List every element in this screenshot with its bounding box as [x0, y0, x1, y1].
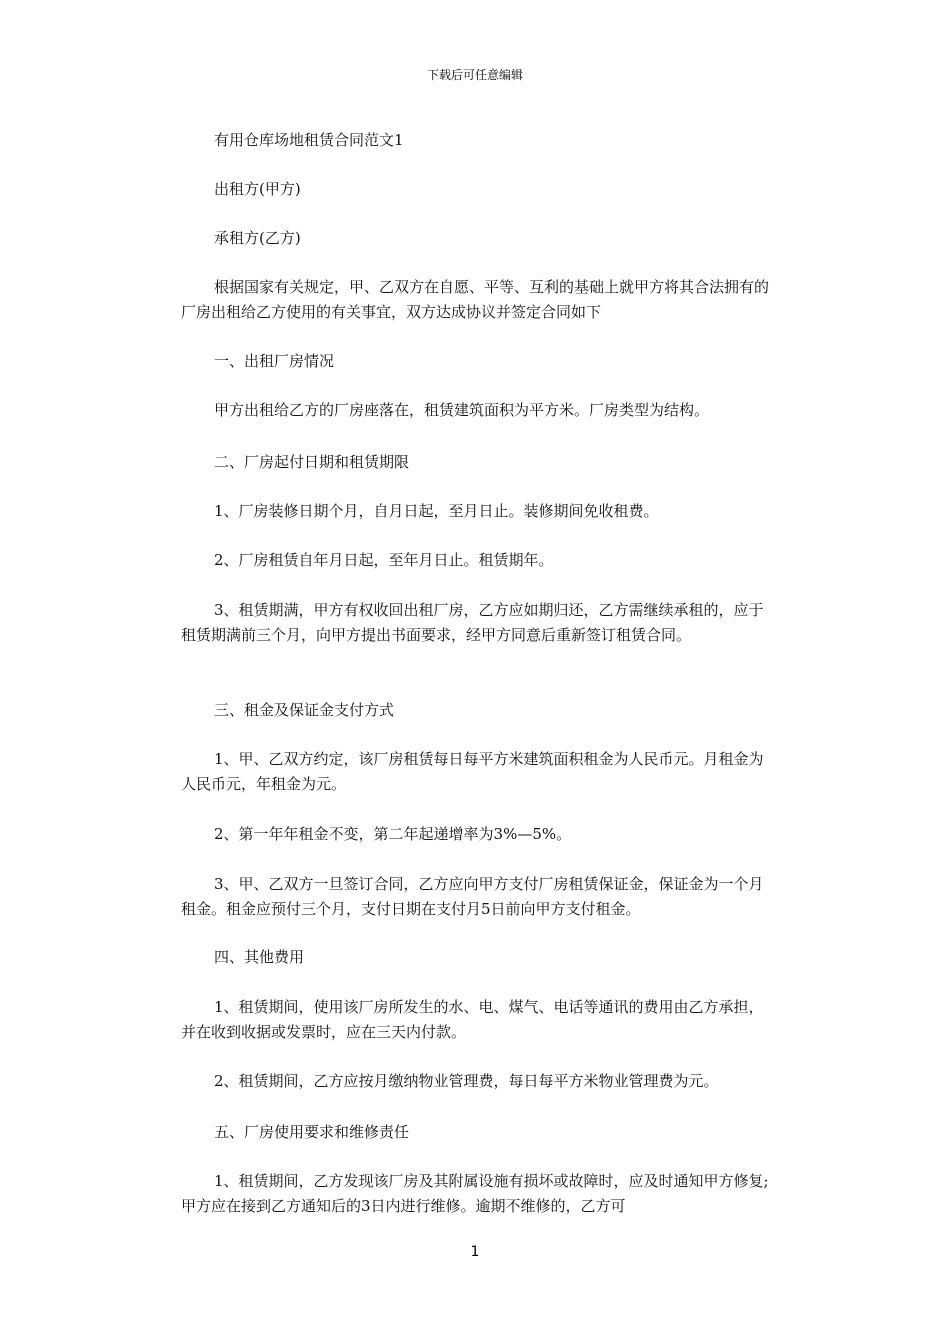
paragraph: 3、甲、乙双方一旦签订合同，乙方应向甲方支付厂房租赁保证金，保证金为一个月租金。租金应预付三个月，支付日期在支付月5日前向甲方支付租金。	[181, 875, 764, 918]
paragraph: 1、租赁期间，使用该厂房所发生的水、电、煤气、电话等通讯的费用由乙方承担，并在收到收据或发票时，应在三天内付款。	[181, 998, 764, 1041]
paragraph: 甲方出租给乙方的厂房座落在，租赁建筑面积为平方米。厂房类型为结构。	[214, 401, 710, 419]
paragraph: 承租方(乙方)	[214, 229, 301, 247]
section-heading: 五、厂房使用要求和维修责任	[214, 1123, 410, 1141]
paragraph: 2、厂房租赁自年月日起，至年月日止。租赁期年。	[214, 551, 554, 569]
section-heading: 四、其他费用	[214, 948, 305, 966]
section-heading: 一、出租厂房情况	[214, 352, 335, 370]
paragraph: 根据国家有关规定，甲、乙双方在自愿、平等、互利的基础上就甲方将其合法拥有的厂房出租给乙方使用的有关事宜，双方达成协议并签定合同如下	[181, 278, 770, 321]
paragraph: 出租方(甲方)	[214, 180, 301, 198]
page-number: 1	[470, 1244, 480, 1260]
paragraph: 1、厂房装修日期个月，自月日起，至月日止。装修期间免收租费。	[214, 502, 659, 520]
paragraph: 1、甲、乙双方约定，该厂房租赁每日每平方米建筑面积租金为人民币元。月租金为人民币元，年租金为元。	[181, 750, 764, 793]
document-title: 有用仓库场地租赁合同范文1	[214, 131, 404, 149]
section-heading: 三、租金及保证金支付方式	[214, 701, 395, 719]
paragraph: 1、租赁期间，乙方发现该厂房及其附属设施有损坏或故障时，应及时通知甲方修复;甲方应在接到乙方通知后的3日内进行维修。逾期不维修的，乙方可	[181, 1172, 769, 1215]
section-heading: 二、厂房起付日期和租赁期限	[214, 453, 410, 471]
header-note: 下载后可任意编辑	[426, 68, 523, 82]
paragraph: 2、租赁期间，乙方应按月缴纳物业管理费，每日每平方米物业管理费为元。	[214, 1072, 719, 1090]
paragraph: 2、第一年年租金不变，第二年起递增率为3%—5%。	[214, 825, 572, 843]
paragraph: 3、租赁期满，甲方有权收回出租厂房，乙方应如期归还，乙方需继续承租的，应于租赁期满前三个月，向甲方提出书面要求，经甲方同意后重新签订租赁合同。	[181, 601, 764, 644]
